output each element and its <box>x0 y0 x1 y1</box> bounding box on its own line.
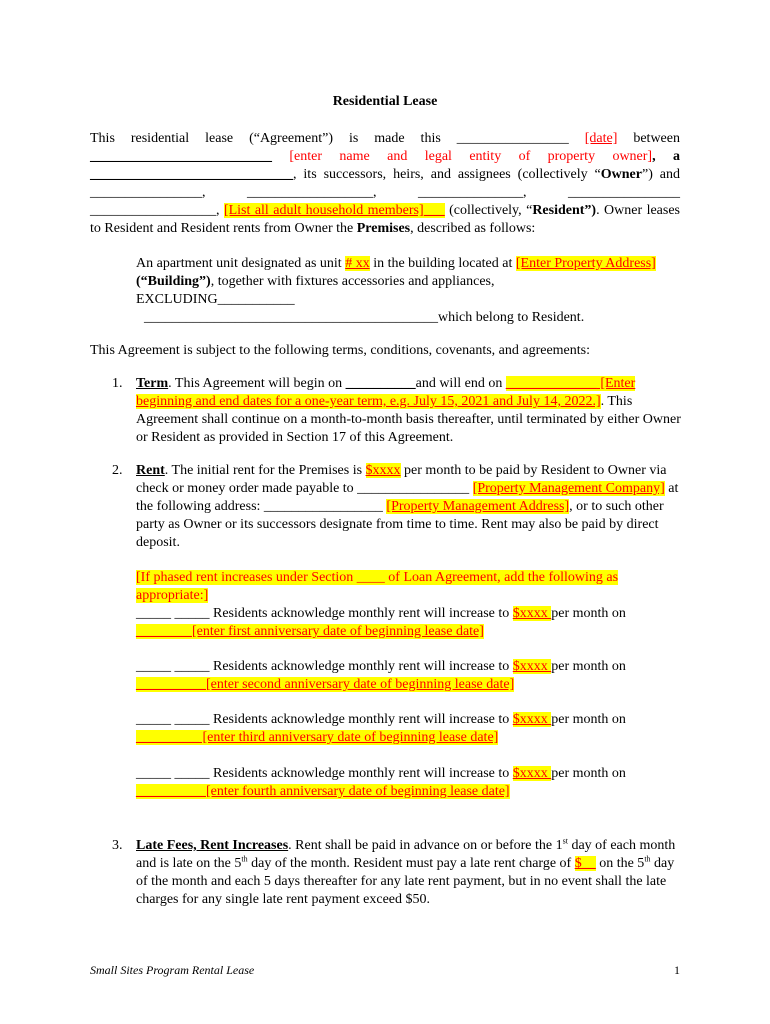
section-text: day of the month and each 5 days thereafter for any late rent payment, but in no event shall the late charges for any single late rent payment exceed $50. <box>136 856 675 907</box>
blank-line: _________ <box>136 730 199 745</box>
blank-line: __________________________ <box>90 149 272 164</box>
phased-text: _____ _____ Residents acknowledge monthly rent will increase to <box>136 606 513 621</box>
unit-text: , together with fixtures accessories and appliances, EXCLUDING___________ <box>136 274 495 307</box>
resident-term: Resident”) <box>532 203 597 218</box>
section-text: . This Agreement will begin on <box>168 376 346 391</box>
date-placeholder: [date] <box>584 131 618 146</box>
intro-text: This residential lease (“Agreement”) is made this ________________ <box>90 131 585 146</box>
intro-text: , a <box>652 149 680 164</box>
intro-text: . Owner leases to Resident and Resident rents from Owner the <box>90 203 680 236</box>
owner-entity-placeholder: [enter name and legal entity of property owner] <box>272 149 653 164</box>
rent-amount-placeholder: $xxxx <box>512 712 552 727</box>
unit-excluded-line: __________________________________________which belong to Resident. <box>144 310 585 325</box>
anniversary-date-placeholder: [enter second anniversary date of beginning lease date] <box>206 677 515 692</box>
intro-text: , its successors, heirs, and assignees (collectively “ <box>293 167 601 182</box>
ordinal-suffix: th <box>241 854 248 864</box>
section-text: day of each month and is late on the 5 <box>136 838 676 871</box>
ordinal-suffix: st <box>562 836 568 846</box>
intro-text: ”) and ________________, __________________, _______________, ________________ <box>90 167 680 200</box>
blank-line: __________ <box>136 784 206 799</box>
section-number: 3. <box>112 838 123 853</box>
household-members-placeholder: [List all adult household members]___ <box>223 203 445 218</box>
phased-rent-intro <box>136 569 681 605</box>
anniversary-date-placeholder: [enter third anniversary date of beginning lease date] <box>199 730 499 745</box>
unit-text: in the building located at <box>369 256 516 271</box>
section-heading: Late Fees, Rent Increases <box>136 838 289 853</box>
management-company-placeholder: [Property Management Company] <box>472 481 665 496</box>
section-term <box>136 375 681 447</box>
document-title: Residential Lease <box>332 94 438 109</box>
rent-amount-placeholder: $xxxx <box>512 659 552 674</box>
unit-number-placeholder: # xx <box>345 256 370 271</box>
section-number: 1. <box>112 376 123 391</box>
section-text: , or to such other party as Owner or its successors designate from time to time. Rent may also be paid by direct deposit. <box>136 499 664 550</box>
section-text: and will end on <box>415 376 506 391</box>
phased-text: _____ _____ Residents acknowledge monthly rent will increase to <box>136 766 513 781</box>
section-text: . Rent shall be paid in advance on or before the 1 <box>288 838 563 853</box>
intro-text: __________________, <box>90 203 224 218</box>
phased-text: _____ _____ Residents acknowledge monthly rent will increase to <box>136 659 513 674</box>
term-dates-placeholder: [Enter beginning and end dates for a one-year term, e.g. July 15, 2021 and July 14, 2022.] <box>136 376 636 409</box>
anniversary-date-placeholder: [enter first anniversary date of beginning lease date] <box>192 624 484 639</box>
unit-text: An apartment unit designated as unit <box>136 256 346 271</box>
ordinal-suffix: th <box>644 854 651 864</box>
page-number: 1 <box>674 963 680 977</box>
unit-description <box>136 255 656 309</box>
premises-term: Premises <box>356 221 411 236</box>
owner-term: Owner <box>600 167 642 182</box>
intro-text: , described as follows: <box>410 221 536 236</box>
phased-text: _____ _____ Residents acknowledge monthly rent will increase to <box>136 712 513 727</box>
section-text: per month to be paid by Resident to Owner via check or money order made payable to ________________ <box>136 463 667 496</box>
section-rent <box>136 462 681 552</box>
section-text: . The initial rent for the Premises is <box>164 463 366 478</box>
intro-text: (collectively, “ <box>444 203 533 218</box>
footer-title: Small Sites Program Rental Lease <box>90 963 255 977</box>
anniversary-date-placeholder: [enter fourth anniversary date of beginning lease date] <box>206 784 510 799</box>
rent-amount-placeholder: $xxxx <box>512 606 552 621</box>
rent-amount-placeholder: $xxxx <box>512 766 552 781</box>
phased-intro-text: [If phased rent increases under Section ____ of Loan Agreement, add the following as appropriate:] <box>136 570 619 603</box>
section-heading: Rent <box>136 463 165 478</box>
rent-amount-placeholder: $xxxx <box>365 463 401 478</box>
section-late-fees <box>136 837 681 909</box>
phased-text: per month on <box>551 712 626 727</box>
intro-paragraph <box>90 130 680 238</box>
blank-line: ________ <box>136 624 192 639</box>
phased-increase-3 <box>136 711 681 747</box>
section-text: at the following address: _________________ <box>136 481 679 514</box>
phased-increase-1 <box>136 605 681 641</box>
phased-text: per month on <box>551 659 626 674</box>
late-fee-placeholder: $__ <box>574 856 596 871</box>
intro-text: between <box>617 131 680 146</box>
building-term: (“Building”) <box>136 274 211 289</box>
phased-increase-4 <box>136 765 681 801</box>
terms-intro: This Agreement is subject to the following terms, conditions, covenants, and agreements: <box>90 343 591 358</box>
phased-text: per month on <box>551 766 626 781</box>
section-text: on the 5 <box>595 856 645 871</box>
management-address-placeholder: [Property Management Address] <box>386 499 570 514</box>
section-heading: Term <box>136 376 169 391</box>
section-text: day of the month. Resident must pay a late rent charge of <box>247 856 575 871</box>
blank-line: _____________ <box>505 376 597 391</box>
section-text: . This Agreement shall continue on a month-to-month basis thereafter, until terminated by either Owner or Resident as provided in Section 17 of this Agreement. <box>136 394 681 445</box>
phased-increase-2 <box>136 658 681 694</box>
blank-line: _____________________________ <box>90 167 293 182</box>
blank-line: __________ <box>136 677 206 692</box>
phased-text: per month on <box>551 606 626 621</box>
blank-line: __________ <box>345 376 416 391</box>
section-number: 2. <box>112 463 123 478</box>
property-address-placeholder: [Enter Property Address] <box>515 256 656 271</box>
